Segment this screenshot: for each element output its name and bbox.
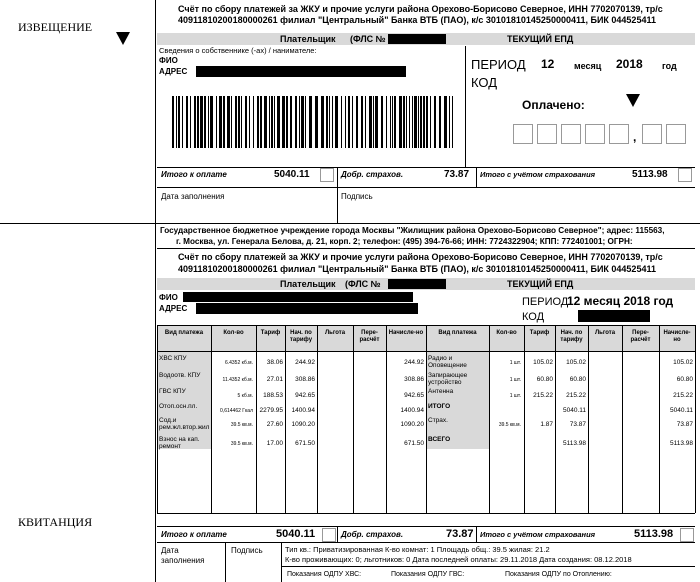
table-cell: 38.06 bbox=[266, 359, 283, 366]
table-cell: 60.80 bbox=[569, 376, 586, 383]
table-cell: 5113.98 bbox=[669, 440, 693, 447]
barcode-bar bbox=[403, 96, 405, 148]
meter-heating: Показания ОДПУ по Отоплению: bbox=[505, 571, 612, 578]
barcode-bar bbox=[238, 96, 240, 148]
top-address-label: АДРЕС bbox=[159, 67, 188, 76]
barcode-bar bbox=[326, 96, 328, 148]
table-cell: 6.4352 кб.м. bbox=[224, 360, 253, 366]
paid-digit-box-4[interactable] bbox=[585, 124, 605, 144]
barcode-bar bbox=[282, 96, 285, 148]
org-line2: г. Москва, ул. Генерала Белова, д. 21, корп. 2; телефон: (495) 394-76-66; ИНН: 7724322904; КПП: 772401001; ОГРН: bbox=[176, 237, 633, 246]
barcode-bar bbox=[235, 96, 237, 148]
table-cell: 215.22 bbox=[533, 392, 553, 399]
top-fls-redacted bbox=[388, 34, 446, 44]
top-address-redacted bbox=[196, 66, 406, 77]
barcode-bar bbox=[430, 96, 431, 148]
barcode-bar bbox=[219, 96, 222, 148]
barcode-bar bbox=[352, 96, 353, 148]
top-total-checkbox[interactable] bbox=[320, 168, 334, 182]
barcode-bar bbox=[392, 96, 393, 148]
down-triangle-icon bbox=[116, 32, 130, 45]
table-header-cell: Пере-расчёт bbox=[630, 330, 651, 343]
bottom-total-value: 5040.11 bbox=[276, 528, 316, 540]
table-cell: Взнос на кап. ремонт bbox=[159, 436, 200, 450]
table-cell: ГВС КПУ bbox=[159, 388, 186, 395]
barcode-bar bbox=[321, 96, 324, 148]
barcode-bar bbox=[381, 96, 383, 148]
bottom-signature-label: Подпись bbox=[231, 546, 263, 555]
bottom-insurance-value: 73.87 bbox=[446, 528, 474, 540]
barcode-bar bbox=[341, 96, 342, 148]
table-cell: 5040.11 bbox=[562, 407, 586, 414]
table-cell: 942.65 bbox=[404, 392, 424, 399]
barcode-bar bbox=[274, 96, 275, 148]
barcode-bar bbox=[172, 96, 174, 148]
bottom-current-label: ТЕКУЩИЙ ЕПД bbox=[507, 279, 574, 289]
barcode-bar bbox=[423, 96, 425, 148]
table-cell: 1400.94 bbox=[291, 407, 315, 414]
barcode-bar bbox=[332, 96, 333, 148]
table-cell: Отоп.осн.пл. bbox=[159, 403, 198, 410]
table-cell: Запирающее устройство bbox=[428, 372, 468, 386]
paid-digit-box-5[interactable] bbox=[609, 124, 629, 144]
table-cell: 105.02 bbox=[533, 359, 553, 366]
top-insurance-value: 73.87 bbox=[444, 169, 470, 180]
barcode-bar bbox=[290, 96, 292, 148]
table-cell: 244.92 bbox=[404, 359, 424, 366]
barcode-bar bbox=[249, 96, 250, 148]
table-cell: 73.87 bbox=[676, 421, 693, 428]
barcode-bar bbox=[186, 96, 188, 148]
bottom-period-value: 12 месяц 2018 год bbox=[567, 294, 674, 308]
barcode-bar bbox=[299, 96, 300, 148]
barcode-bar bbox=[365, 96, 366, 148]
top-with-insurance-checkbox[interactable] bbox=[678, 168, 692, 182]
bottom-period-label: ПЕРИОД bbox=[522, 296, 569, 308]
barcode-bar bbox=[390, 96, 391, 148]
barcode-bar bbox=[373, 96, 374, 148]
barcode-bar bbox=[257, 96, 259, 148]
table-cell: 105.02 bbox=[566, 359, 586, 366]
table-cell: 244.92 bbox=[295, 359, 315, 366]
barcode-bar bbox=[439, 96, 441, 148]
bottom-header-line2: 40911810200180000261 филиал "Центральный" Банка ВТБ (ПАО), к/с 30101810145250000411, БИК 044525411 bbox=[178, 264, 656, 274]
paid-digit-box-3[interactable] bbox=[561, 124, 581, 144]
table-header-cell: Льгота bbox=[324, 330, 346, 336]
table-cell: Радио и Оповещение bbox=[428, 355, 467, 369]
barcode-bar bbox=[271, 96, 273, 148]
barcode-bar bbox=[309, 96, 312, 148]
table-header-cell: Нач. по тарифу bbox=[560, 330, 583, 343]
table-header-cell: Нач. по тарифу bbox=[289, 330, 313, 343]
table-cell: 39.5 кв.м. bbox=[230, 441, 253, 447]
table-cell: 2279.95 bbox=[259, 407, 283, 414]
table-cell: 11.4352 кб.м. bbox=[222, 377, 253, 383]
top-code-label: КОД bbox=[471, 75, 498, 90]
table-cell: ХВС КПУ bbox=[159, 355, 187, 362]
barcode-bar bbox=[444, 96, 447, 148]
table-header-cell: Кол-во bbox=[496, 330, 517, 336]
table-header-cell: Начисле-но bbox=[663, 330, 691, 343]
barcode-bar bbox=[286, 96, 288, 148]
barcode-bar bbox=[245, 96, 247, 148]
barcode-bar bbox=[277, 96, 280, 148]
table-cell: 5040.11 bbox=[669, 407, 693, 414]
barcode-bar bbox=[216, 96, 217, 148]
barcode-bar bbox=[409, 96, 410, 148]
table-cell: 308.86 bbox=[404, 376, 424, 383]
receipt-label: КВИТАНЦИЯ bbox=[18, 515, 93, 529]
barcode-bar bbox=[295, 96, 297, 148]
table-cell: ИТОГО bbox=[428, 403, 451, 410]
top-with-insurance-label: Итого с учётом страхования bbox=[480, 170, 596, 179]
top-fill-date-label: Дата заполнения bbox=[161, 192, 225, 201]
table-cell: 671.50 bbox=[295, 440, 315, 447]
bottom-code-label: КОД bbox=[522, 311, 545, 323]
barcode-bar bbox=[399, 96, 402, 148]
top-header-line2: 40911810200180000261 филиал "Центральный" Банка ВТБ (ПАО), к/с 30101810145250000411, БИК 044525411 bbox=[178, 15, 656, 25]
table-cell: 1090.20 bbox=[291, 421, 315, 428]
bottom-insurance-label: Добр. страхов. bbox=[341, 530, 404, 539]
barcode-bar bbox=[315, 96, 318, 148]
table-cell: 5 кб.м. bbox=[237, 393, 253, 399]
bottom-with-insurance-checkbox[interactable] bbox=[680, 528, 694, 542]
bottom-payer-label: Плательщик bbox=[280, 279, 336, 289]
table-header-cell: Тариф bbox=[260, 330, 281, 336]
table-cell: Водоотв. КПУ bbox=[159, 372, 201, 379]
notice-label: ИЗВЕЩЕНИЕ bbox=[18, 20, 93, 34]
paid-digit-box-6[interactable] bbox=[642, 124, 662, 144]
bottom-total-label: Итого к оплате bbox=[161, 530, 227, 539]
barcode-bar bbox=[329, 96, 330, 148]
paid-digit-box-1[interactable] bbox=[513, 124, 533, 144]
table-cell: 0,614462 Гкал bbox=[220, 408, 253, 414]
table-cell: 27.60 bbox=[266, 421, 283, 428]
table-cell: Антенна bbox=[428, 388, 454, 395]
org-line1: Государственное бюджетное учреждение города Москвы "Жилищник района Орехово-Борисово Северное"; адрес: 115563, bbox=[160, 226, 665, 235]
paid-label: Оплачено: bbox=[522, 98, 585, 112]
top-total-label: Итого к оплате bbox=[161, 170, 227, 179]
meter-cold-water: Показания ОДПУ ХВС: bbox=[287, 571, 362, 578]
barcode-bar bbox=[227, 96, 230, 148]
table-cell: 215.22 bbox=[673, 392, 693, 399]
barcode-bar bbox=[406, 96, 407, 148]
table-cell: 5113.98 bbox=[562, 440, 586, 447]
paid-digit-box-7[interactable] bbox=[666, 124, 686, 144]
top-year: 2018 bbox=[616, 57, 643, 71]
barcode-bar bbox=[200, 96, 203, 148]
table-header-cell: Льгота bbox=[594, 330, 616, 336]
table-cell: Страх. bbox=[428, 417, 448, 424]
top-year-label: год bbox=[662, 61, 677, 71]
top-with-insurance-value: 5113.98 bbox=[632, 169, 668, 180]
table-cell: 308.86 bbox=[295, 376, 315, 383]
barcode-bar bbox=[269, 96, 270, 148]
charges-table bbox=[157, 325, 695, 513]
barcode-bar bbox=[426, 96, 428, 148]
barcode-bar bbox=[394, 96, 396, 148]
bottom-total-checkbox[interactable] bbox=[322, 528, 336, 542]
bottom-header-line1: Счёт по сбору платежей за ЖКУ и прочие услуги района Орехово-Борисово Северное, ИНН 7702070139, тр/с bbox=[178, 252, 663, 262]
owner-info-label: Сведения о собственнике (-ах) / нанимателе: bbox=[159, 46, 317, 55]
meter-hot-water: Показания ОДПУ ГВС: bbox=[391, 571, 465, 578]
barcode-bar bbox=[348, 96, 350, 148]
barcode-bar bbox=[176, 96, 177, 148]
top-signature-label: Подпись bbox=[341, 192, 373, 201]
top-fio-label: ФИО bbox=[159, 56, 178, 65]
barcode-bar bbox=[241, 96, 242, 148]
table-cell: 1400.94 bbox=[400, 407, 424, 414]
barcode-bar bbox=[305, 96, 306, 148]
top-insurance-label: Добр. страхов. bbox=[341, 170, 404, 179]
bottom-with-insurance-label: Итого с учётом страхования bbox=[480, 530, 596, 539]
table-cell: 60.80 bbox=[536, 376, 553, 383]
barcode-bar bbox=[345, 96, 346, 148]
barcode-bar bbox=[420, 96, 422, 148]
table-header-cell: Кол-во bbox=[223, 330, 244, 336]
table-cell: 942.65 bbox=[295, 392, 315, 399]
barcode-bar bbox=[335, 96, 338, 148]
barcode-bar bbox=[356, 96, 358, 148]
barcode-bar bbox=[414, 96, 417, 148]
table-cell: 105.02 bbox=[673, 359, 693, 366]
barcode-bar bbox=[264, 96, 267, 148]
barcode-bar bbox=[260, 96, 262, 148]
bottom-with-insurance-value: 5113.98 bbox=[634, 528, 674, 540]
top-payer-label: Плательщик bbox=[280, 34, 336, 44]
table-header-cell: Вид платежа bbox=[164, 330, 204, 336]
bottom-address-label: АДРЕС bbox=[159, 304, 188, 313]
barcode-bar bbox=[449, 96, 450, 148]
barcode-bar bbox=[204, 96, 206, 148]
barcode-bar bbox=[418, 96, 419, 148]
table-cell: 17.00 bbox=[266, 440, 283, 447]
bottom-fio-label: ФИО bbox=[159, 293, 178, 302]
left-name-column-bg bbox=[157, 351, 211, 449]
paid-arrow-icon bbox=[626, 94, 640, 107]
barcode-bar bbox=[412, 96, 413, 148]
apartment-info-line1: Тип кв.: Приватизированная К-во комнат: 1 Площадь общ.: 39.5 жилая: 21.2 bbox=[285, 545, 550, 554]
top-current-label: ТЕКУЩИЙ ЕПД bbox=[507, 34, 574, 44]
barcode-bar bbox=[197, 96, 199, 148]
top-total-value: 5040.11 bbox=[274, 169, 310, 180]
paid-comma: , bbox=[633, 130, 637, 144]
barcode-bar bbox=[386, 96, 387, 148]
table-cell: 215.22 bbox=[566, 392, 586, 399]
table-cell: ВСЕГО bbox=[428, 436, 451, 443]
table-cell: 27.01 bbox=[266, 376, 283, 383]
barcode-bar bbox=[231, 96, 232, 148]
barcode-bar bbox=[182, 96, 183, 148]
apartment-info-line2: К-во проживающих: 0; льготников: 0 Дата последней оплаты: 29.11.2018 Дата создания: 08.12.2018 bbox=[285, 555, 632, 564]
bottom-code-redacted bbox=[578, 310, 650, 322]
barcode-bar bbox=[434, 96, 436, 148]
barcode-bar bbox=[301, 96, 304, 148]
barcode-bar bbox=[452, 96, 453, 148]
table-header-cell: Пере-расчёт bbox=[359, 330, 380, 343]
barcode-bar bbox=[210, 96, 213, 148]
table-cell: 188.53 bbox=[263, 392, 283, 399]
barcode-bar bbox=[208, 96, 209, 148]
table-header-cell: Начисле-но bbox=[388, 330, 424, 336]
bottom-fls-redacted bbox=[388, 279, 446, 289]
table-cell: 1 шт. bbox=[509, 360, 521, 366]
table-cell: 39.5 кв.м. bbox=[498, 422, 521, 428]
table-cell: 1090.20 bbox=[400, 421, 424, 428]
bottom-fill-date-label: Дата заполнения bbox=[161, 546, 205, 565]
table-cell: 60.80 bbox=[676, 376, 693, 383]
top-period-label: ПЕРИОД bbox=[471, 57, 526, 72]
barcode-bar bbox=[194, 96, 196, 148]
barcode-bar bbox=[223, 96, 225, 148]
table-cell: 73.87 bbox=[569, 421, 586, 428]
top-header-line1: Счёт по сбору платежей за ЖКУ и прочие услуги района Орехово-Борисово Северное, ИНН 7702070139, тр/с bbox=[178, 4, 663, 14]
paid-digit-box-2[interactable] bbox=[537, 124, 557, 144]
table-cell: 1.87 bbox=[540, 421, 553, 428]
table-cell: 1 шт. bbox=[509, 377, 521, 383]
barcode-bar bbox=[190, 96, 191, 148]
barcode bbox=[172, 96, 456, 148]
table-cell: 39.5 кв.м. bbox=[230, 422, 253, 428]
table-header-cell: Тариф bbox=[529, 330, 550, 336]
barcode-bar bbox=[178, 96, 180, 148]
table-header-cell: Вид платежа bbox=[438, 330, 477, 336]
table-cell: Сод.и рем.жл.втор.жил bbox=[159, 417, 210, 431]
barcode-bar bbox=[253, 96, 254, 148]
table-cell: 671.50 bbox=[404, 440, 424, 447]
barcode-bar bbox=[361, 96, 363, 148]
barcode-bar bbox=[369, 96, 372, 148]
top-month-label: месяц bbox=[574, 61, 602, 71]
barcode-bar bbox=[375, 96, 378, 148]
bottom-address-redacted bbox=[196, 303, 418, 314]
bottom-fls-label: (ФЛС № bbox=[345, 279, 381, 289]
top-period-number: 12 bbox=[541, 57, 555, 71]
bottom-fio-redacted bbox=[183, 292, 413, 302]
table-cell: 1 шт. bbox=[509, 393, 521, 399]
top-fls-label: (ФЛС № bbox=[350, 34, 386, 44]
